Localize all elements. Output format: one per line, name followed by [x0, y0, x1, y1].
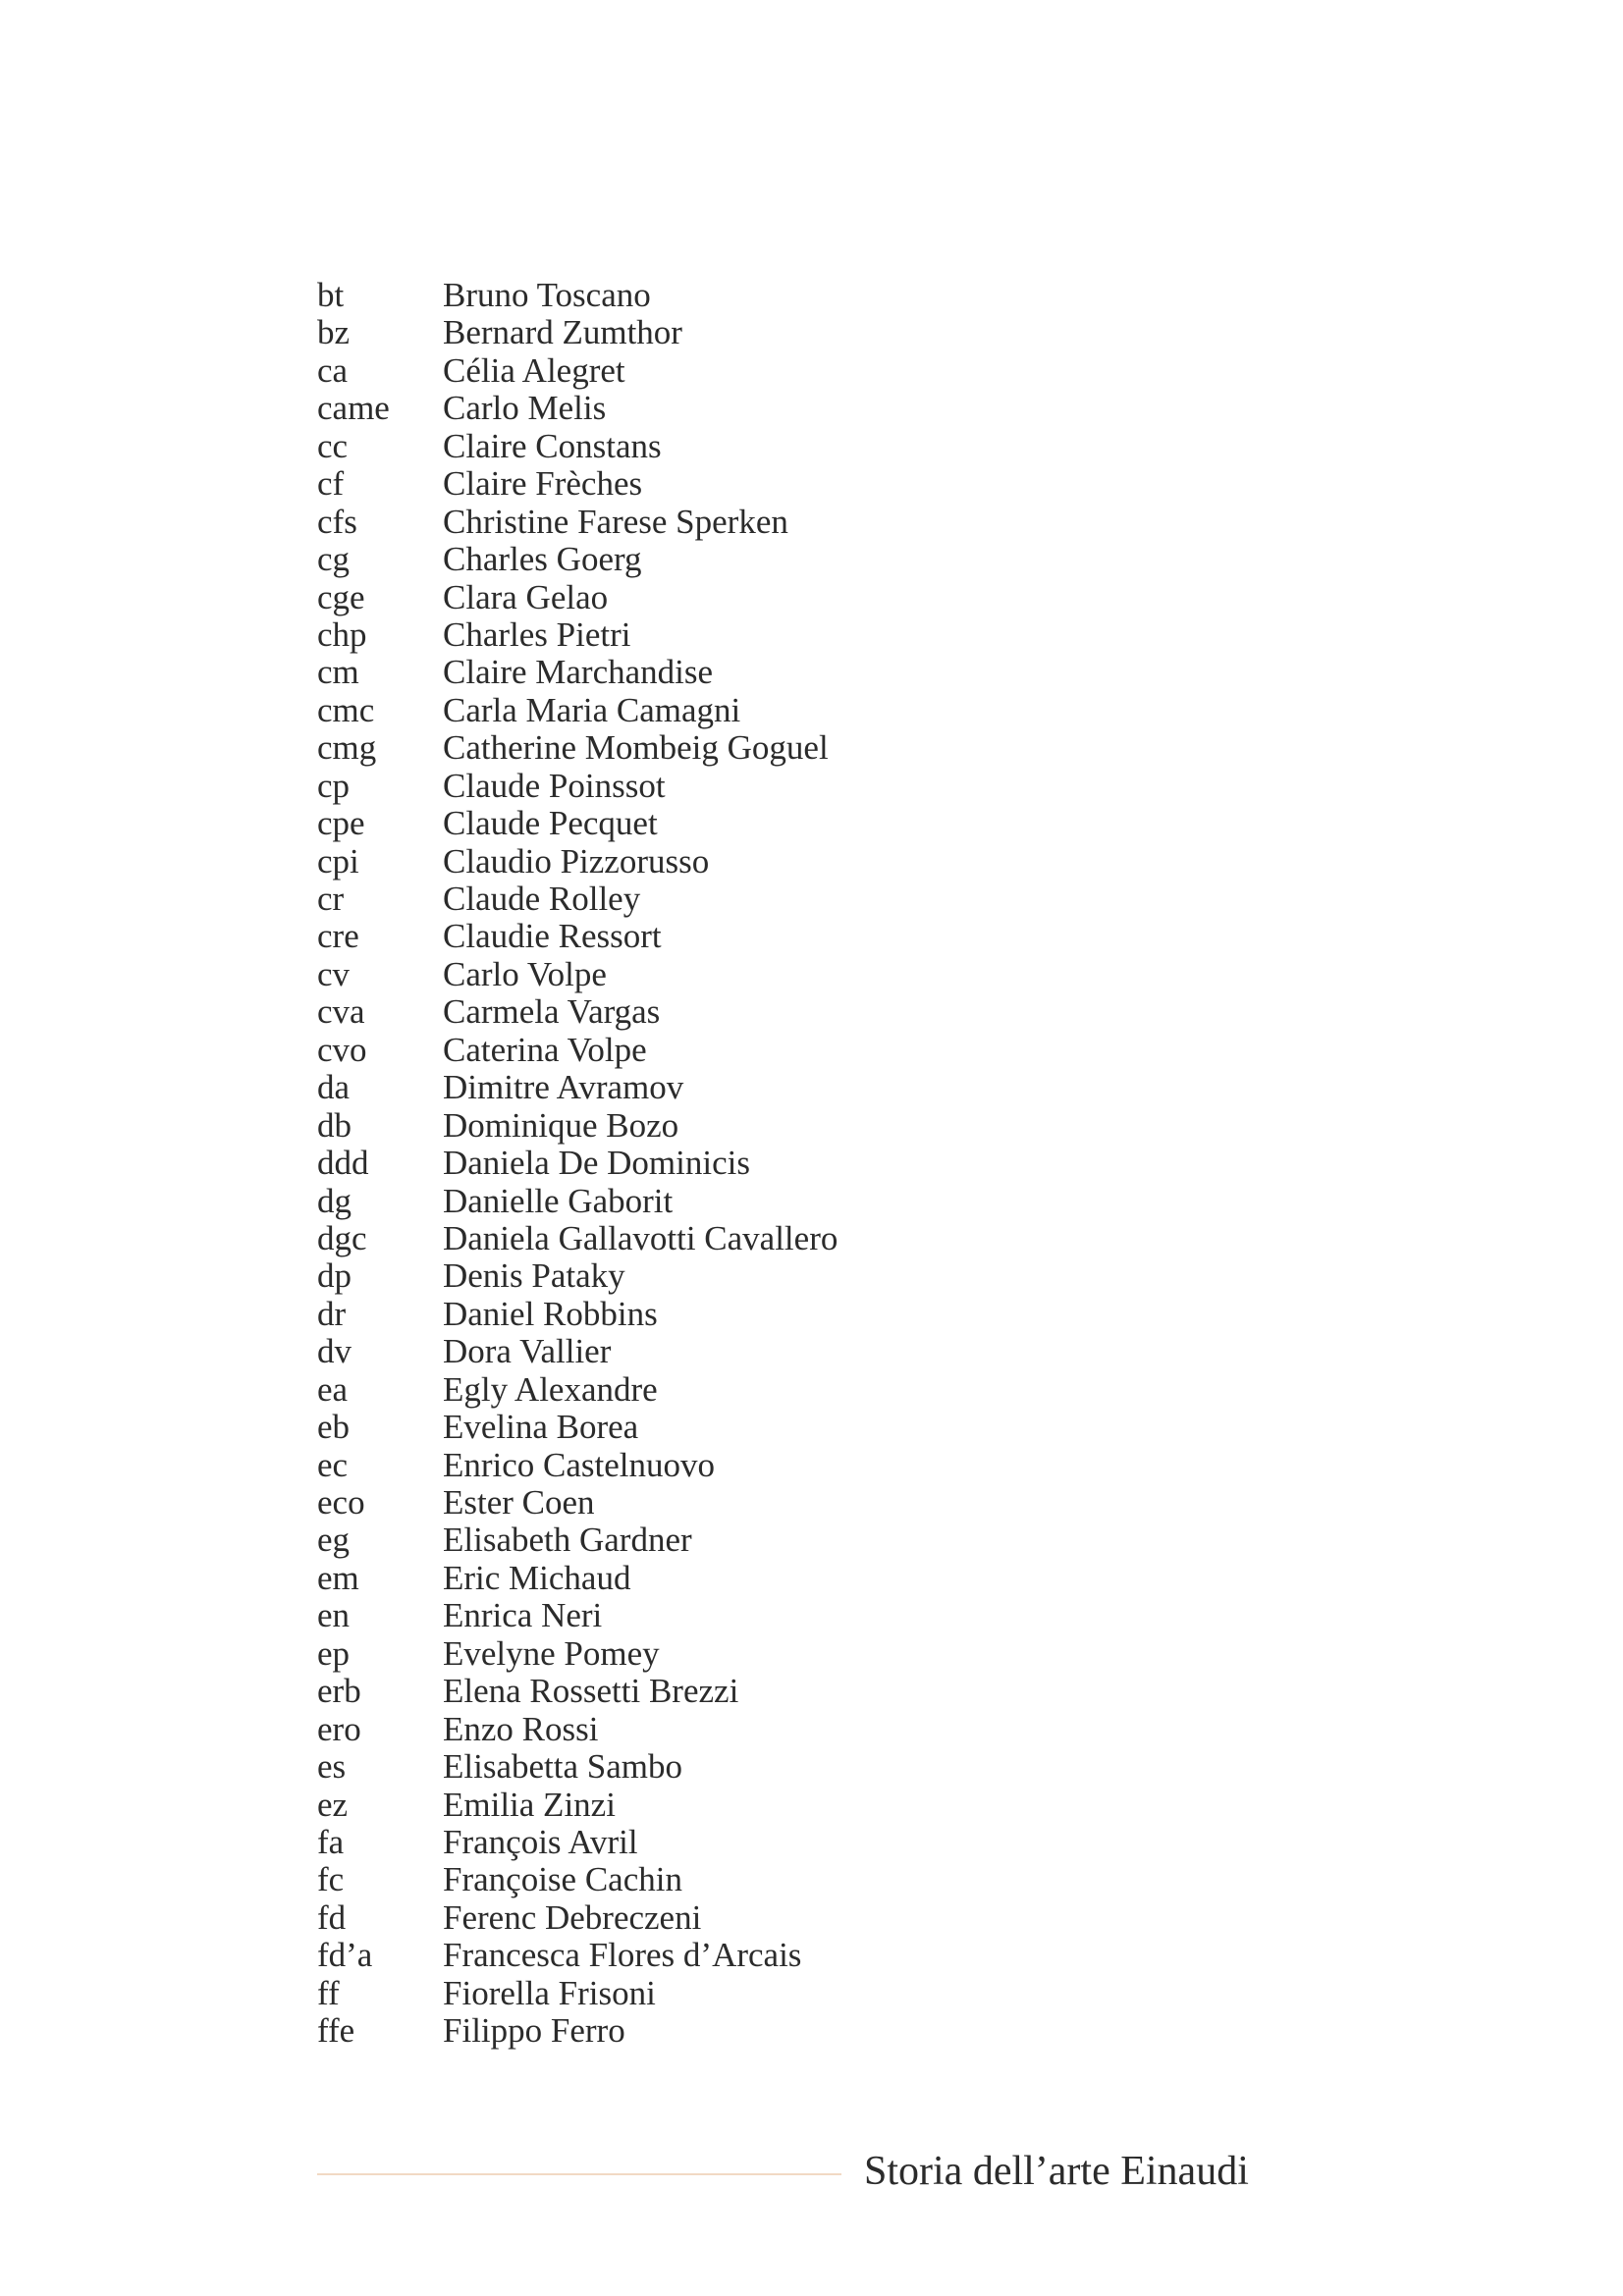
abbreviation-code: cfs: [317, 502, 357, 541]
list-item: [317, 1748, 838, 1786]
list-item: [317, 1522, 838, 1559]
author-name: Claire Constans: [443, 426, 662, 465]
author-name: Charles Pietri: [443, 614, 631, 654]
abbreviation-code: dr: [317, 1294, 347, 1333]
list-item: [317, 1447, 838, 1484]
author-name: Fiorella Frisoni: [443, 1973, 656, 2012]
list-item: [317, 843, 838, 881]
author-name: Catherine Mombeig Goguel: [443, 728, 829, 768]
author-name: François Avril: [443, 1822, 638, 1861]
abbreviation-code: es: [317, 1747, 347, 1787]
abbreviation-code: cmg: [317, 728, 377, 768]
author-name: Claude Poinssot: [443, 766, 666, 805]
abbreviation-code: da: [317, 1068, 351, 1107]
author-name: Carlo Volpe: [443, 954, 607, 993]
list-item: [317, 1484, 838, 1522]
list-item: [317, 1257, 838, 1295]
abbreviation-code: cr: [317, 880, 345, 918]
author-name: Célia Alegret: [443, 350, 625, 390]
list-item: [317, 2012, 838, 2050]
abbreviation-code: fc: [317, 1860, 345, 1899]
abbreviation-code: cg: [317, 540, 351, 579]
list-item: [317, 541, 838, 578]
author-name: Denis Pataky: [443, 1256, 625, 1296]
list-item: [317, 1975, 838, 2012]
abbreviation-code: dg: [317, 1181, 352, 1220]
list-item: [317, 1145, 838, 1182]
abbreviation-code: ez: [317, 1785, 349, 1824]
list-item: [317, 1597, 838, 1634]
abbreviation-code: eb: [317, 1408, 351, 1447]
list-item: [317, 1032, 838, 1069]
list-item: [317, 1296, 838, 1333]
author-name: Danielle Gaborit: [443, 1181, 674, 1220]
abbreviation-code: fa: [317, 1822, 345, 1861]
author-name: Dominique Bozo: [443, 1105, 679, 1145]
abbreviation-code: dv: [317, 1332, 352, 1371]
author-name: Claude Rolley: [443, 880, 641, 918]
list-item: [317, 1409, 838, 1446]
footer-rule: [317, 2173, 841, 2175]
abbreviation-code: cva: [317, 992, 365, 1032]
abbreviation-code: cm: [317, 653, 359, 692]
author-name: Enzo Rossi: [443, 1709, 599, 1748]
abbreviation-code: cge: [317, 577, 365, 616]
list-item: [317, 1560, 838, 1597]
list-item: [317, 1824, 838, 1861]
author-name: Filippo Ferro: [443, 2011, 625, 2051]
abbreviation-code: ec: [317, 1445, 349, 1484]
author-name: Carlo Melis: [443, 389, 607, 428]
list-item: [317, 805, 838, 842]
list-item: [317, 1069, 838, 1106]
author-name: Françoise Cachin: [443, 1860, 682, 1899]
list-item: [317, 428, 838, 465]
list-item: [317, 1371, 838, 1409]
abbreviation-code: chp: [317, 614, 367, 654]
author-name: Clara Gelao: [443, 577, 609, 616]
list-item: [317, 1861, 838, 1898]
abbreviation-code: ff: [317, 1973, 340, 2012]
abbreviation-list: [317, 277, 838, 2051]
list-item: [317, 352, 838, 390]
abbreviation-code: ca: [317, 350, 349, 390]
author-name: Evelyne Pomey: [443, 1633, 660, 1673]
list-item: [317, 1635, 838, 1673]
abbreviation-code: ero: [317, 1709, 361, 1748]
author-name: Claude Pecquet: [443, 804, 658, 843]
abbreviation-code: dgc: [317, 1218, 367, 1257]
author-name: Bernard Zumthor: [443, 313, 682, 352]
list-item: [317, 314, 838, 351]
author-name: Charles Goerg: [443, 540, 642, 579]
abbreviation-code: ffe: [317, 2011, 355, 2051]
abbreviation-code: cre: [317, 917, 359, 956]
author-name: Daniel Robbins: [443, 1294, 658, 1333]
author-name: Claudio Pizzorusso: [443, 841, 710, 881]
author-name: Daniela De Dominicis: [443, 1144, 750, 1183]
list-item: [317, 616, 838, 654]
list-item: [317, 277, 838, 314]
list-item: [317, 1107, 838, 1145]
abbreviation-code: came: [317, 389, 390, 428]
list-item: [317, 993, 838, 1031]
abbreviation-code: en: [317, 1596, 351, 1635]
abbreviation-code: ddd: [317, 1144, 369, 1183]
author-name: Bruno Toscano: [443, 276, 651, 314]
abbreviation-code: fd’a: [317, 1936, 373, 1975]
list-item: [317, 465, 838, 503]
abbreviation-code: bz: [317, 313, 351, 352]
abbreviation-code: cvo: [317, 1030, 367, 1069]
abbreviation-code: db: [317, 1105, 352, 1145]
author-name: Claire Marchandise: [443, 653, 714, 692]
footer-title: Storia dell’arte Einaudi: [864, 2149, 1249, 2194]
abbreviation-code: cpi: [317, 841, 359, 881]
author-name: Daniela Gallavotti Cavallero: [443, 1218, 839, 1257]
abbreviation-code: eg: [317, 1521, 351, 1560]
abbreviation-code: ea: [317, 1369, 349, 1409]
list-item: [317, 1333, 838, 1370]
list-item: [317, 881, 838, 918]
author-name: Dora Vallier: [443, 1332, 612, 1371]
abbreviation-code: cmc: [317, 690, 375, 729]
author-name: Carla Maria Camagni: [443, 690, 741, 729]
list-item: [317, 729, 838, 767]
author-name: Ferenc Debreczeni: [443, 1897, 702, 1937]
list-item: [317, 579, 838, 616]
author-name: Claire Frèches: [443, 464, 643, 504]
author-name: Dimitre Avramov: [443, 1068, 684, 1107]
list-item: [317, 1220, 838, 1257]
list-item: [317, 1711, 838, 1748]
list-item: [317, 918, 838, 955]
author-name: Elisabetta Sambo: [443, 1747, 682, 1787]
abbreviation-code: cv: [317, 954, 351, 993]
abbreviation-code: cc: [317, 426, 349, 465]
list-item: [317, 768, 838, 805]
list-item: [317, 504, 838, 541]
author-name: Christine Farese Sperken: [443, 502, 788, 541]
author-name: Evelina Borea: [443, 1408, 639, 1447]
author-name: Eric Michaud: [443, 1558, 631, 1597]
list-item: [317, 654, 838, 691]
author-name: Elena Rossetti Brezzi: [443, 1672, 739, 1711]
list-item: [317, 692, 838, 729]
author-name: Francesca Flores d’Arcais: [443, 1936, 802, 1975]
abbreviation-code: cp: [317, 766, 351, 805]
author-name: Carmela Vargas: [443, 992, 661, 1032]
list-item: [317, 1183, 838, 1220]
author-name: Enrica Neri: [443, 1596, 603, 1635]
abbreviation-code: eco: [317, 1483, 365, 1522]
author-name: Egly Alexandre: [443, 1369, 658, 1409]
list-item: [317, 1937, 838, 1974]
list-item: [317, 1673, 838, 1710]
abbreviation-code: em: [317, 1558, 359, 1597]
abbreviation-code: bt: [317, 276, 345, 314]
abbreviation-code: fd: [317, 1897, 347, 1937]
author-name: Claudie Ressort: [443, 917, 662, 956]
author-name: Elisabeth Gardner: [443, 1521, 692, 1560]
abbreviation-code: dp: [317, 1256, 352, 1296]
author-name: Ester Coen: [443, 1483, 595, 1522]
list-item: [317, 956, 838, 993]
author-name: Enrico Castelnuovo: [443, 1445, 716, 1484]
list-item: [317, 1787, 838, 1824]
author-name: Caterina Volpe: [443, 1030, 647, 1069]
author-name: Emilia Zinzi: [443, 1785, 616, 1824]
abbreviation-code: cf: [317, 464, 345, 504]
list-item: [317, 1899, 838, 1937]
list-item: [317, 390, 838, 427]
abbreviation-code: cpe: [317, 804, 365, 843]
abbreviation-code: ep: [317, 1633, 351, 1673]
abbreviation-code: erb: [317, 1672, 361, 1711]
